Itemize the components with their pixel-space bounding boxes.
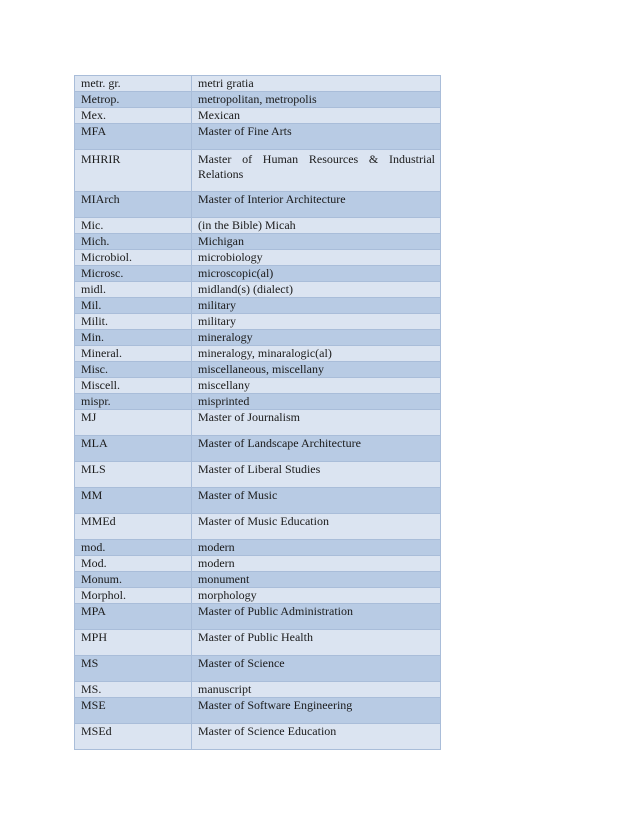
- definition-cell: metri gratia: [192, 76, 441, 92]
- abbreviation-cell: midl.: [75, 282, 192, 298]
- table-row: [75, 698, 441, 724]
- abbreviation-cell: Mineral.: [75, 346, 192, 362]
- abbreviation-cell: MJ: [75, 410, 192, 436]
- abbreviation-cell: MSE: [75, 698, 192, 724]
- abbreviations-table-body: [75, 76, 441, 750]
- definition-cell: Master of Science: [192, 656, 441, 682]
- table-row: [75, 124, 441, 150]
- table-row: [75, 488, 441, 514]
- table-row: [75, 282, 441, 298]
- abbreviation-cell: Misc.: [75, 362, 192, 378]
- definition-cell: Master of Public Administration: [192, 604, 441, 630]
- abbreviation-cell: MS: [75, 656, 192, 682]
- definition-cell: modern: [192, 556, 441, 572]
- table-row: [75, 108, 441, 124]
- abbreviation-cell: MLS: [75, 462, 192, 488]
- table-row: [75, 378, 441, 394]
- definition-cell: mineralogy, minaralogic(al): [192, 346, 441, 362]
- definition-cell: Master of Liberal Studies: [192, 462, 441, 488]
- definition-cell: Michigan: [192, 234, 441, 250]
- table-row: [75, 604, 441, 630]
- table-row: [75, 540, 441, 556]
- table-row: [75, 346, 441, 362]
- abbreviation-cell: Mich.: [75, 234, 192, 250]
- definition-cell: Master of Music Education: [192, 514, 441, 540]
- definition-cell: Master of Public Health: [192, 630, 441, 656]
- definition-cell: Master of Human Resources & Industrial Relations: [192, 150, 441, 192]
- table-row: [75, 682, 441, 698]
- table-row: [75, 572, 441, 588]
- definition-cell: microbiology: [192, 250, 441, 266]
- abbreviation-cell: MM: [75, 488, 192, 514]
- definition-cell: misprinted: [192, 394, 441, 410]
- abbreviation-cell: Microsc.: [75, 266, 192, 282]
- definition-cell: Master of Science Education: [192, 724, 441, 750]
- abbreviations-table: [74, 75, 441, 750]
- definition-cell: manuscript: [192, 682, 441, 698]
- table-row: [75, 588, 441, 604]
- table-row: [75, 150, 441, 192]
- definition-cell: Master of Journalism: [192, 410, 441, 436]
- abbreviation-cell: MFA: [75, 124, 192, 150]
- abbreviation-cell: Mil.: [75, 298, 192, 314]
- abbreviation-cell: Morphol.: [75, 588, 192, 604]
- definition-cell: Master of Music: [192, 488, 441, 514]
- abbreviation-cell: MHRIR: [75, 150, 192, 192]
- abbreviation-cell: Microbiol.: [75, 250, 192, 266]
- abbreviation-cell: MIArch: [75, 192, 192, 218]
- abbreviation-cell: Milit.: [75, 314, 192, 330]
- table-row: [75, 192, 441, 218]
- table-row: [75, 314, 441, 330]
- definition-cell: Master of Software Engineering: [192, 698, 441, 724]
- definition-cell: military: [192, 314, 441, 330]
- definition-cell: Mexican: [192, 108, 441, 124]
- definition-cell: military: [192, 298, 441, 314]
- abbreviation-cell: MLA: [75, 436, 192, 462]
- table-row: [75, 218, 441, 234]
- table-row: [75, 656, 441, 682]
- definition-cell: modern: [192, 540, 441, 556]
- table-row: [75, 362, 441, 378]
- abbreviation-cell: metr. gr.: [75, 76, 192, 92]
- abbreviation-cell: Mic.: [75, 218, 192, 234]
- abbreviation-cell: mispr.: [75, 394, 192, 410]
- table-row: [75, 298, 441, 314]
- definition-cell: mineralogy: [192, 330, 441, 346]
- abbreviation-cell: Miscell.: [75, 378, 192, 394]
- abbreviation-cell: MPA: [75, 604, 192, 630]
- abbreviation-cell: MMEd: [75, 514, 192, 540]
- table-row: [75, 462, 441, 488]
- abbreviation-cell: Min.: [75, 330, 192, 346]
- table-row: [75, 630, 441, 656]
- abbreviation-cell: MSEd: [75, 724, 192, 750]
- abbreviation-cell: Mod.: [75, 556, 192, 572]
- table-row: [75, 394, 441, 410]
- table-row: [75, 250, 441, 266]
- abbreviation-cell: Metrop.: [75, 92, 192, 108]
- table-row: [75, 724, 441, 750]
- abbreviation-cell: mod.: [75, 540, 192, 556]
- table-row: [75, 92, 441, 108]
- abbreviation-cell: MPH: [75, 630, 192, 656]
- abbreviation-cell: MS.: [75, 682, 192, 698]
- table-row: [75, 266, 441, 282]
- definition-cell: (in the Bible) Micah: [192, 218, 441, 234]
- definition-cell: miscellaneous, miscellany: [192, 362, 441, 378]
- table-row: [75, 234, 441, 250]
- definition-cell: midland(s) (dialect): [192, 282, 441, 298]
- definition-cell: metropolitan, metropolis: [192, 92, 441, 108]
- definition-cell: miscellany: [192, 378, 441, 394]
- table-row: [75, 410, 441, 436]
- definition-cell: Master of Fine Arts: [192, 124, 441, 150]
- definition-cell: morphology: [192, 588, 441, 604]
- definition-cell: Master of Interior Architecture: [192, 192, 441, 218]
- abbreviation-cell: Mex.: [75, 108, 192, 124]
- definition-cell: monument: [192, 572, 441, 588]
- table-row: [75, 436, 441, 462]
- table-row: [75, 556, 441, 572]
- abbreviation-cell: Monum.: [75, 572, 192, 588]
- table-row: [75, 514, 441, 540]
- table-row: [75, 76, 441, 92]
- definition-cell: microscopic(al): [192, 266, 441, 282]
- definition-cell: Master of Landscape Architecture: [192, 436, 441, 462]
- table-row: [75, 330, 441, 346]
